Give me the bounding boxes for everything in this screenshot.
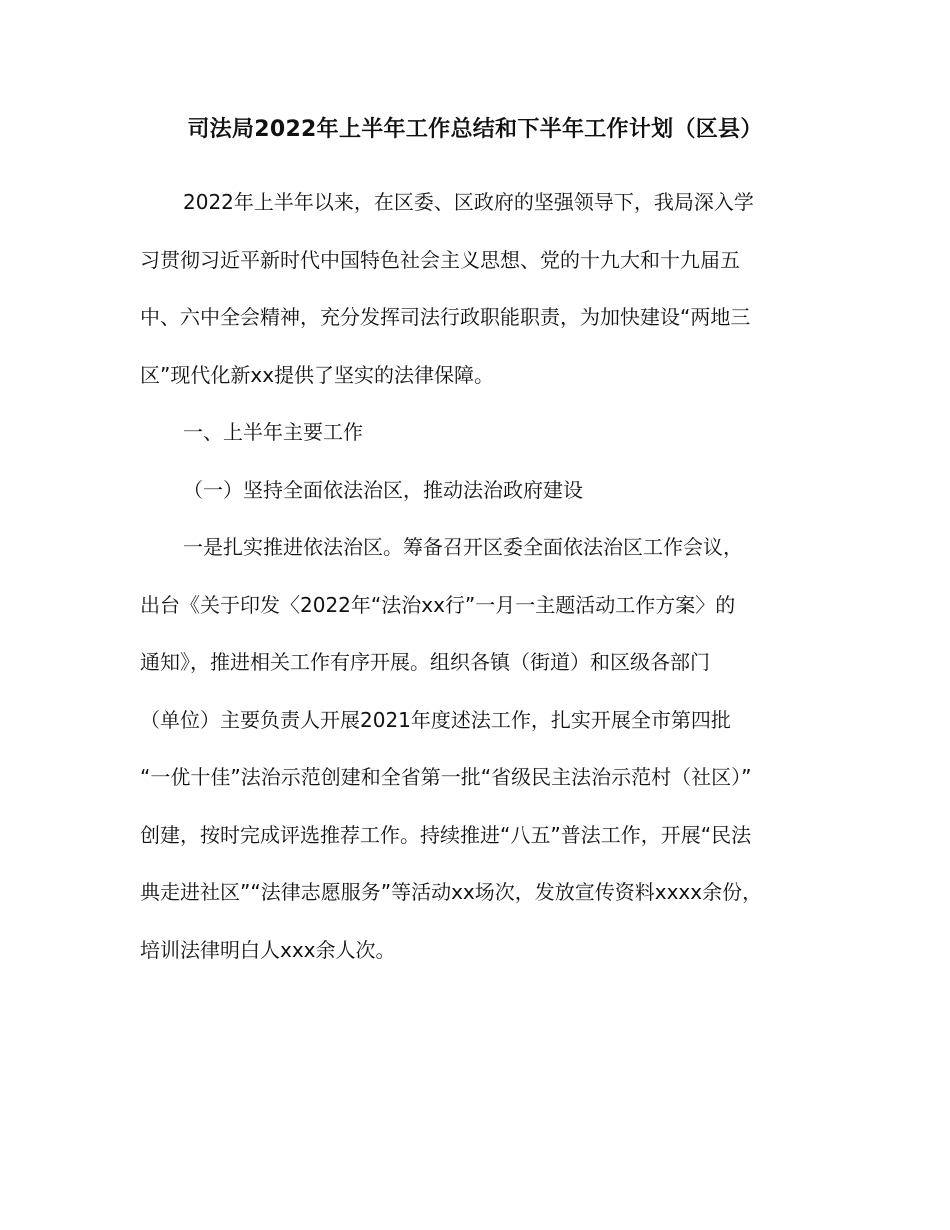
paragraph-line: “一优十佳”法治示范创建和全省第一批“省级民主法治示范村（社区）” <box>140 765 752 789</box>
paragraph-line: 2022年上半年以来，在区委、区政府的坚强领导下，我局深入学 <box>183 190 754 214</box>
document-body <box>140 174 830 979</box>
paragraph-line: 出台《关于印发〈2022年“法治xx行”一月一主题活动工作方案〉的 <box>140 592 736 617</box>
paragraph-line: 创建，按时完成评选推荐工作。持续推进“八五”普法工作，开展“民法 <box>140 822 752 847</box>
document-title: 司法局2022年上半年工作总结和下半年工作计划（区县） <box>187 117 763 142</box>
paragraph-line: 习贯彻习近平新时代中国特色社会主义思想、党的十九大和十九届五 <box>140 247 740 272</box>
paragraph-line: 通知》，推进相关工作有序开展。组织各镇（街道）和区级各部门 <box>140 650 710 674</box>
paragraph-line: 中、六中全会精神，充分发挥司法行政职能职责，为加快建设“两地三 <box>140 305 751 329</box>
paragraph-line: （单位）主要负责人开展2021年度述法工作，扎实开展全市第四批 <box>140 707 731 732</box>
subsection-heading: （一）坚持全面依法治区，推动法治政府建设 <box>183 477 583 502</box>
paragraph-line: 典走进社区”“法律志愿服务”等活动xx场次，发放宣传资料xxxx余份， <box>140 880 763 904</box>
paragraph-line: 一是扎实推进依法治区。筹备召开区委全面依法治区工作会议， <box>183 535 743 559</box>
paragraph-line: 培训法律明白人xxx余人次。 <box>140 937 396 962</box>
paragraph-line: 区”现代化新xx提供了坚实的法律保障。 <box>140 362 495 387</box>
section-heading: 一、上半年主要工作 <box>183 420 363 444</box>
